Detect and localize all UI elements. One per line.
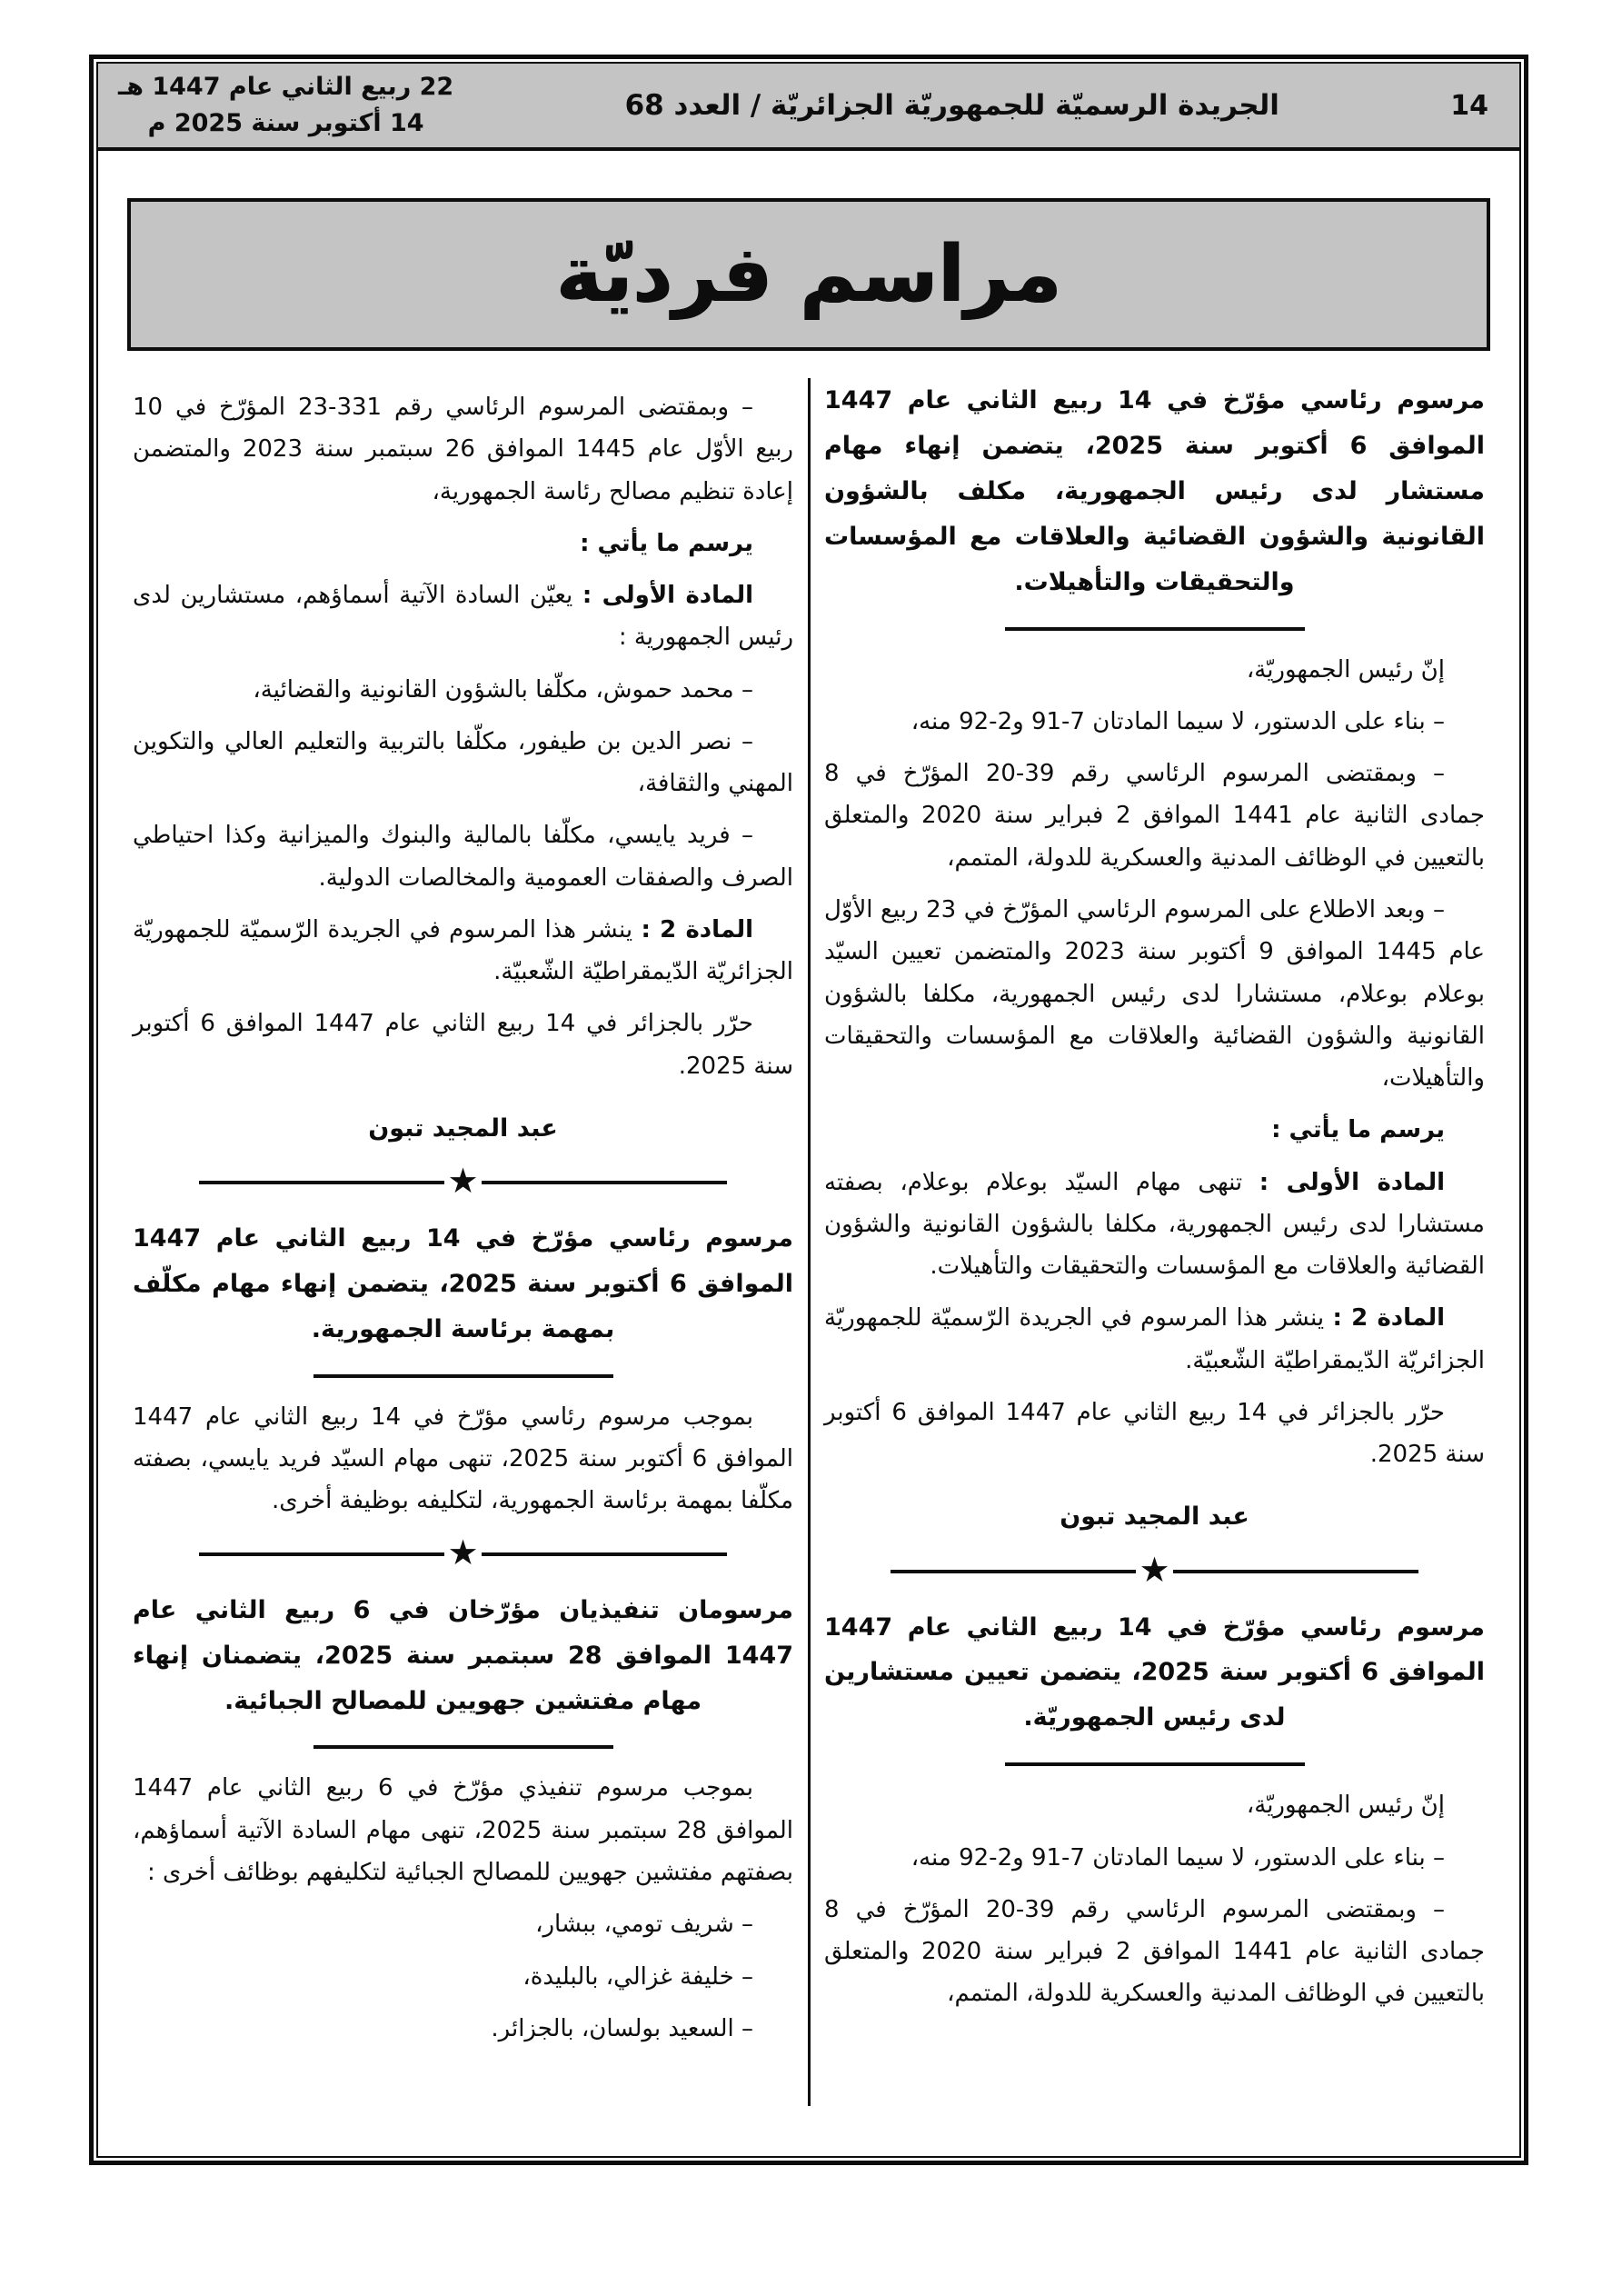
paragraph-text: – وبمقتضى المرسوم الرئاسي رقم 331-23 المؤرّخ في 10 ربيع الأوّل عام 1445 الموافق 26 سبتمبر سنة 2023 والمتضمن إعادة تنظيم مصالح رئاسة الجمهورية، — [133, 394, 793, 505]
paragraph-text: ينشر هذا المرسوم في الجريدة الرّسميّة للجمهوريّة الجزائريّة الدّيمقراطيّة الشّعبيّة. — [824, 1304, 1485, 1374]
decree-heading: مرسوم رئاسي مؤرّخ في 14 ربيع الثاني عام 1447 الموافق 6 أكتوبر سنة 2025، يتضمن إنهاء مهام مكلّف بمهمة برئاسة الجمهورية. — [133, 1224, 793, 1343]
paragraph-text: إنّ رئيس الجمهوريّة، — [1246, 1792, 1445, 1820]
body-paragraph — [824, 1162, 1485, 1288]
header-dates — [118, 69, 453, 143]
section-title-banner — [127, 198, 1490, 351]
star-divider — [824, 1549, 1485, 1590]
body-paragraph — [133, 1903, 793, 1945]
paragraph-text: – وبعد الاطلاع على المرسوم الرئاسي المؤرّخ في 23 ربيع الأوّل عام 1445 الموافق 9 أكتوبر سنة 2023 والمتضمن تعيين السيّد بوعلام بوعلام، مستشارا لدى رئيس الجمهورية، مكلفا بالشؤون القانونية والشؤون القضائية والعلاقات مع المؤسسات والتحقيقات والتأهيلات، — [824, 896, 1485, 1093]
paragraph-text: – محمد حموش، مكلّفا بالشؤون القانونية والقضائية، — [253, 675, 753, 704]
page-number: 14 — [1450, 89, 1488, 122]
star-icon: ★ — [1139, 1549, 1170, 1590]
heading-rule — [1005, 1762, 1305, 1766]
body-paragraph — [133, 814, 793, 899]
body-paragraph — [133, 669, 793, 711]
header-gregorian-date: 14 أكتوبر سنة 2025 م — [147, 109, 424, 137]
paragraph-text: إنّ رئيس الجمهوريّة، — [1246, 655, 1445, 684]
body-paragraph — [133, 1767, 793, 1893]
star-divider — [133, 1161, 793, 1202]
body-paragraph — [133, 1956, 793, 1998]
column-left — [129, 374, 797, 2156]
divider-bar — [891, 1570, 1136, 1573]
divider-bar — [482, 1552, 727, 1556]
article-lead: المادة 2 : — [641, 915, 754, 943]
body-paragraph — [133, 1003, 793, 1087]
body-paragraph — [824, 889, 1485, 1099]
journal-title: الجريدة الرسميّة للجمهوريّة الجزائريّة / العدد 68 — [624, 89, 1279, 122]
article-lead: يرسم ما يأتي : — [1271, 1116, 1445, 1144]
heading-rule — [313, 1745, 613, 1749]
article-lead: المادة الأولى : — [582, 582, 753, 610]
paragraph-text: – وبمقتضى المرسوم الرئاسي رقم 39-20 المؤرّخ في 8 جمادى الثانية عام 1441 الموافق 2 فبراير سنة 2020 والمتعلق بالتعيين في الوظائف المدنية والعسكرية للدولة، المتمم، — [824, 1895, 1485, 2008]
body-paragraph — [133, 523, 793, 564]
content-columns — [129, 374, 1488, 2156]
paragraph-text: – وبمقتضى المرسوم الرئاسي رقم 39-20 المؤرّخ في 8 جمادى الثانية عام 1441 الموافق 2 فبراير سنة 2020 والمتعلق بالتعيين في الوظائف المدنية والعسكرية للدولة، المتمم، — [824, 760, 1485, 872]
page-frame — [89, 55, 1528, 2165]
divider-bar — [482, 1181, 727, 1184]
paragraph-text: تنهى مهام السيّد بوعلام بوعلام، بصفته مستشارا لدى رئيس الجمهورية، مكلفا بالشؤون القانونية والشؤون القضائية والعلاقات مع المؤسسات والتحقيقات والتأهيلات. — [824, 1168, 1485, 1281]
paragraph-text: حرّر بالجزائر في 14 ربيع الثاني عام 1447 الموافق 6 أكتوبر سنة 2025. — [133, 1010, 793, 1080]
body-paragraph — [133, 721, 793, 805]
body-paragraph — [824, 753, 1485, 879]
paragraph-text: بموجب مرسوم رئاسي مؤرّخ في 14 ربيع الثاني عام 1447 الموافق 6 أكتوبر سنة 2025، تنهى مهام السيّد فريد يايسي، بصفته مكلّفا بمهمة برئاسة الجمهورية، لتكليفه بوظيفة أخرى. — [133, 1403, 793, 1515]
body-paragraph — [824, 701, 1485, 743]
paragraph-text: – بناء على الدستور، لا سيما المادتان 7-91 و2-92 منه، — [911, 1843, 1445, 1872]
body-paragraph — [824, 1784, 1485, 1826]
divider-bar — [199, 1552, 444, 1556]
body-paragraph — [824, 1837, 1485, 1879]
heading-rule — [1005, 627, 1305, 631]
heading-rule — [313, 1374, 613, 1378]
article-lead: يرسم ما يأتي : — [580, 529, 753, 557]
body-paragraph — [824, 649, 1485, 691]
paragraph-text: – فريد يايسي، مكلّفا بالمالية والبنوك والميزانية وكذا احتياطي الصرف والصفقات العمومية والمخالصات الدولية. — [133, 822, 793, 892]
signature: عبد المجيد تبون — [368, 1113, 558, 1143]
paragraph-text: – السعيد بولسان، بالجزائر. — [491, 2014, 753, 2042]
header-hijri-date: 22 ربيع الثاني عام 1447 هـ — [118, 72, 454, 101]
column-divider — [808, 378, 811, 2106]
section-title: مراسم فرديّة — [555, 229, 1062, 320]
article-lead: المادة الأولى : — [1259, 1168, 1446, 1196]
body-paragraph — [133, 386, 793, 513]
body-paragraph — [133, 574, 793, 659]
paragraph-text: – خليفة غزالي، بالبليدة، — [522, 1962, 753, 1991]
decree-heading: مرسومان تنفيذيان مؤرّخان في 6 ربيع الثاني عام 1447 الموافق 28 سبتمبر سنة 2025، يتضمنان إنهاء مهام مفتشين جهويين للمصالح الجبائية. — [133, 1595, 793, 1715]
body-paragraph — [133, 1396, 793, 1522]
paragraph-text: يعيّن السادة الآتية أسماؤهم، مستشارين لدى رئيس الجمهورية : — [133, 582, 793, 652]
signature: عبد المجيد تبون — [1060, 1502, 1249, 1532]
paragraph-text: ينشر هذا المرسوم في الجريدة الرّسميّة للجمهوريّة الجزائريّة الدّيمقراطيّة الشّعبيّة. — [133, 915, 793, 986]
divider-bar — [199, 1181, 444, 1184]
star-icon: ★ — [447, 1161, 479, 1202]
body-paragraph — [824, 1392, 1485, 1476]
column-divider-track — [797, 374, 821, 2156]
column-right — [821, 374, 1488, 2156]
body-paragraph — [133, 909, 793, 993]
paragraph-text: – نصر الدين بن طيفور، مكلّفا بالتربية والتعليم العالي والتكوين المهني والثقافة، — [133, 727, 793, 798]
decree-heading: مرسوم رئاسي مؤرّخ في 14 ربيع الثاني عام 1447 الموافق 6 أكتوبر سنة 2025، يتضمن تعيين مستشارين لدى رئيس الجمهوريّة. — [824, 1612, 1485, 1732]
body-paragraph — [824, 1109, 1485, 1151]
page-frame-inner — [96, 62, 1521, 2158]
paragraph-text: – بناء على الدستور، لا سيما المادتان 7-91 و2-92 منه، — [911, 707, 1445, 735]
divider-bar — [1173, 1570, 1418, 1573]
star-icon: ★ — [447, 1532, 479, 1572]
body-paragraph — [824, 1297, 1485, 1382]
article-lead: المادة 2 : — [1332, 1304, 1446, 1333]
page-header — [98, 64, 1519, 151]
body-paragraph — [133, 2008, 793, 2050]
paragraph-text: حرّر بالجزائر في 14 ربيع الثاني عام 1447 الموافق 6 أكتوبر سنة 2025. — [824, 1398, 1485, 1469]
paragraph-text: – شريف تومي، ببشار، — [535, 1911, 753, 1939]
paragraph-text: بموجب مرسوم تنفيذي مؤرّخ في 6 ربيع الثاني عام 1447 الموافق 28 سبتمبر سنة 2025، تنهى مهام السادة الآتية أسماؤهم، بصفتهم مفتشين جهويين للمصالح الجبائية لتكليفهم بوظائف أخرى : — [133, 1774, 793, 1886]
star-divider — [133, 1532, 793, 1572]
decree-heading: مرسوم رئاسي مؤرّخ في 14 ربيع الثاني عام 1447 الموافق 6 أكتوبر سنة 2025، يتضمن إنهاء مهام مستشار لدى رئيس الجمهورية، مكلف بالشؤون القانونية والشؤون القضائية والعلاقات مع المؤسسات والتحقيقات والتأهيلات. — [824, 386, 1485, 596]
body-paragraph — [824, 1889, 1485, 2015]
